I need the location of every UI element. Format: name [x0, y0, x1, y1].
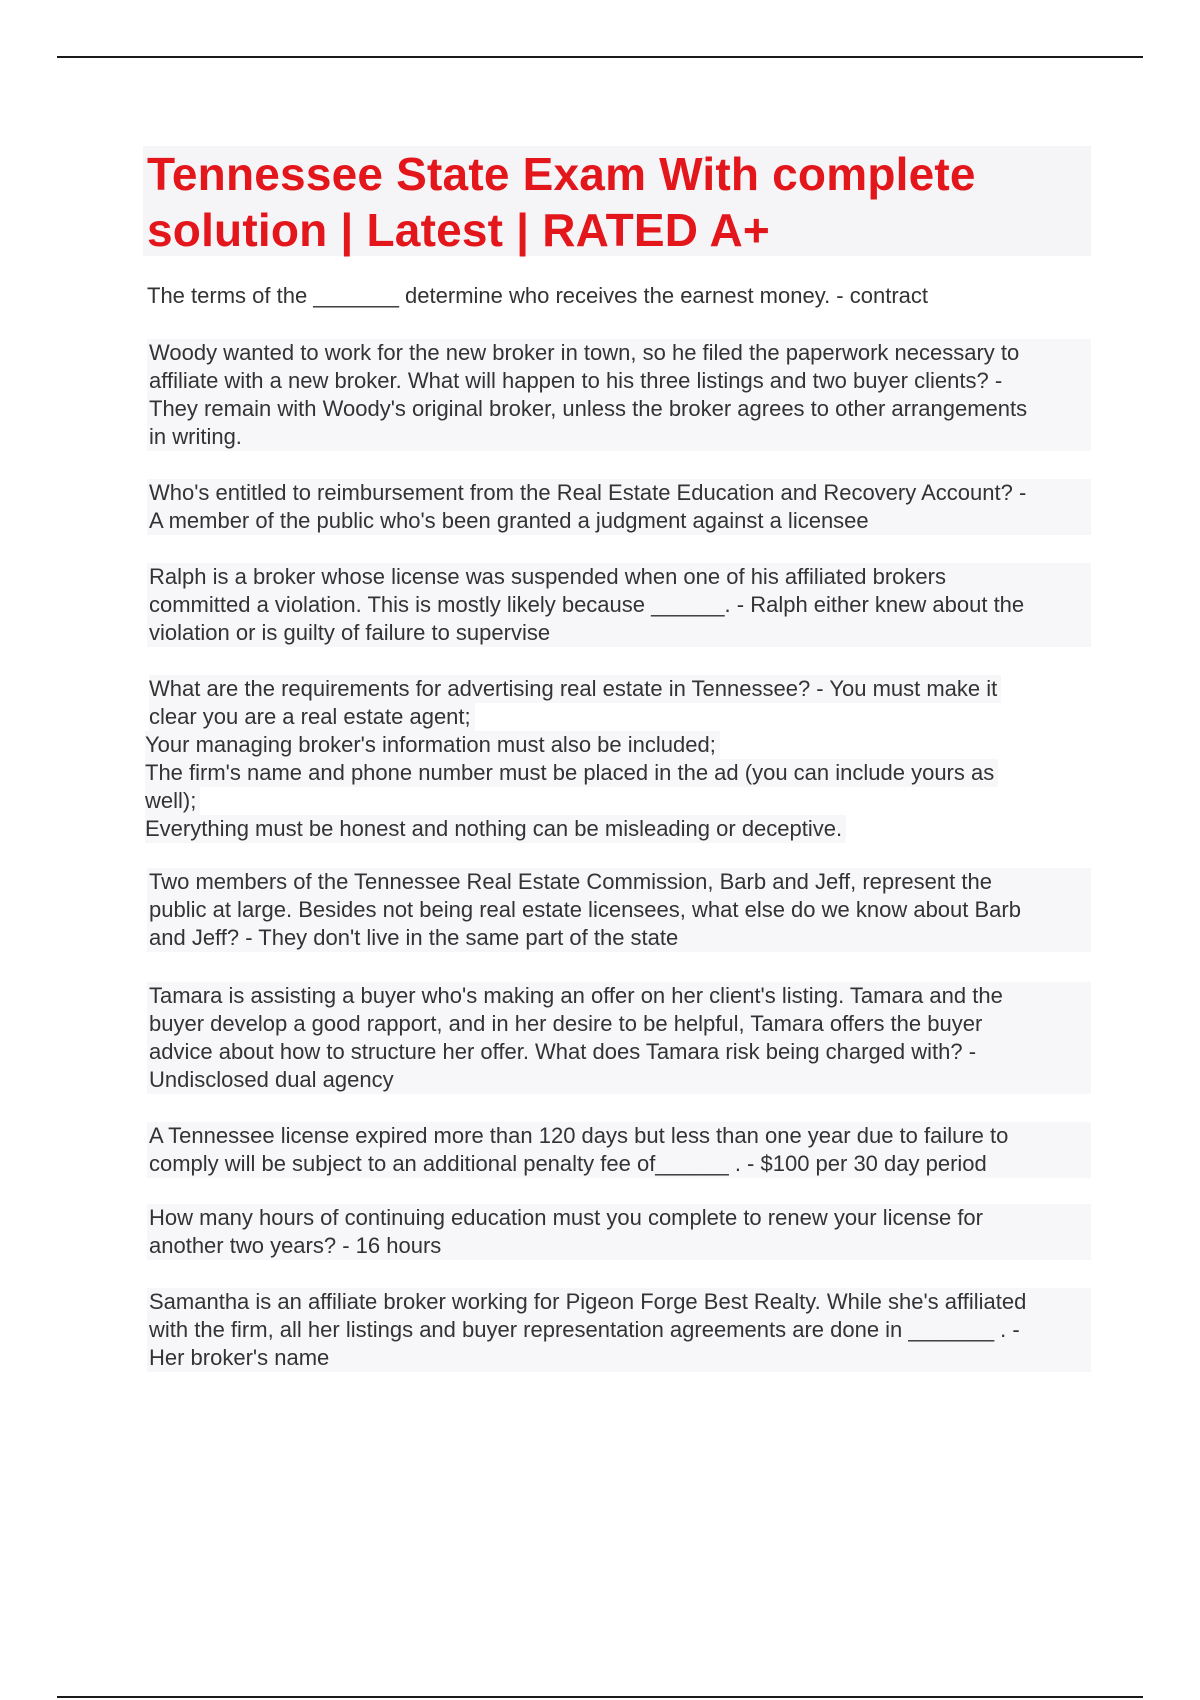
qa-line: buyer develop a good rapport, and in her desire to be helpful, Tamara offers the buyer	[149, 1011, 983, 1036]
qa-line: violation or is guilty of failure to supervise	[149, 620, 551, 645]
qa-line: Everything must be honest and nothing can be misleading or deceptive.	[145, 815, 846, 843]
qa-line: well);	[145, 787, 200, 815]
document-title	[143, 146, 1091, 256]
title-line-1: Tennessee State Exam With complete	[147, 148, 976, 200]
qa-item-1	[145, 282, 1089, 310]
title-line-2: solution | Latest | RATED A+	[147, 204, 770, 256]
qa-item-2	[147, 339, 1091, 451]
qa-item-7	[147, 982, 1091, 1094]
qa-line: affiliate with a new broker. What will happen to his three listings and two buyer clients? -	[149, 368, 1003, 393]
qa-line: Undisclosed dual agency	[149, 1067, 394, 1092]
qa-line: Her broker's name	[149, 1345, 330, 1370]
qa-line: committed a violation. This is mostly likely because ______. - Ralph either knew about the	[149, 592, 1025, 617]
qa-item-9	[147, 1204, 1091, 1260]
qa-line: clear you are a real estate agent;	[149, 703, 475, 731]
qa-line: Ralph is a broker whose license was suspended when one of his affiliated brokers	[149, 564, 946, 589]
qa-line: and Jeff? - They don't live in the same part of the state	[149, 925, 679, 950]
qa-item-3	[147, 479, 1091, 535]
qa-line: Tamara is assisting a buyer who's making an offer on her client's listing. Tamara and the	[149, 983, 1003, 1008]
qa-line: Samantha is an affiliate broker working for Pigeon Forge Best Realty. While she's affiliated	[149, 1289, 1027, 1314]
qa-line: with the firm, all her listings and buyer representation agreements are done in _______ . -	[149, 1317, 1020, 1342]
qa-line: The terms of the _______ determine who receives the earnest money. - contract	[147, 283, 928, 308]
qa-item-10	[147, 1288, 1091, 1372]
qa-line: A member of the public who's been granted a judgment against a licensee	[149, 508, 869, 533]
qa-line: public at large. Besides not being real estate licensees, what else do we know about Barb	[149, 897, 1021, 922]
qa-line: advice about how to structure her offer. What does Tamara risk being charged with? -	[149, 1039, 977, 1064]
bottom-rule	[57, 1696, 1143, 1698]
qa-line: Who's entitled to reimbursement from the Real Estate Education and Recovery Account? -	[149, 480, 1027, 505]
qa-item-8	[147, 1122, 1091, 1178]
qa-line: What are the requirements for advertising real estate in Tennessee? - You must make it	[149, 675, 1001, 703]
top-rule	[57, 56, 1143, 58]
qa-item-5	[147, 675, 1091, 843]
qa-line: another two years? - 16 hours	[149, 1233, 442, 1258]
qa-item-6	[147, 868, 1091, 952]
qa-line: comply will be subject to an additional penalty fee of______ . - $100 per 30 day period	[149, 1151, 987, 1176]
qa-line: in writing.	[149, 424, 242, 449]
qa-line: Two members of the Tennessee Real Estate Commission, Barb and Jeff, represent the	[149, 869, 992, 894]
qa-line: How many hours of continuing education must you complete to renew your license for	[149, 1205, 983, 1230]
qa-line: A Tennessee license expired more than 120 days but less than one year due to failure to	[149, 1123, 1009, 1148]
qa-line: Woody wanted to work for the new broker in town, so he filed the paperwork necessary to	[149, 340, 1020, 365]
qa-line: They remain with Woody's original broker, unless the broker agrees to other arrangements	[149, 396, 1028, 421]
qa-line: The firm's name and phone number must be placed in the ad (you can include yours as	[145, 759, 998, 787]
qa-item-4	[147, 563, 1091, 647]
qa-line: Your managing broker's information must also be included;	[145, 731, 720, 759]
